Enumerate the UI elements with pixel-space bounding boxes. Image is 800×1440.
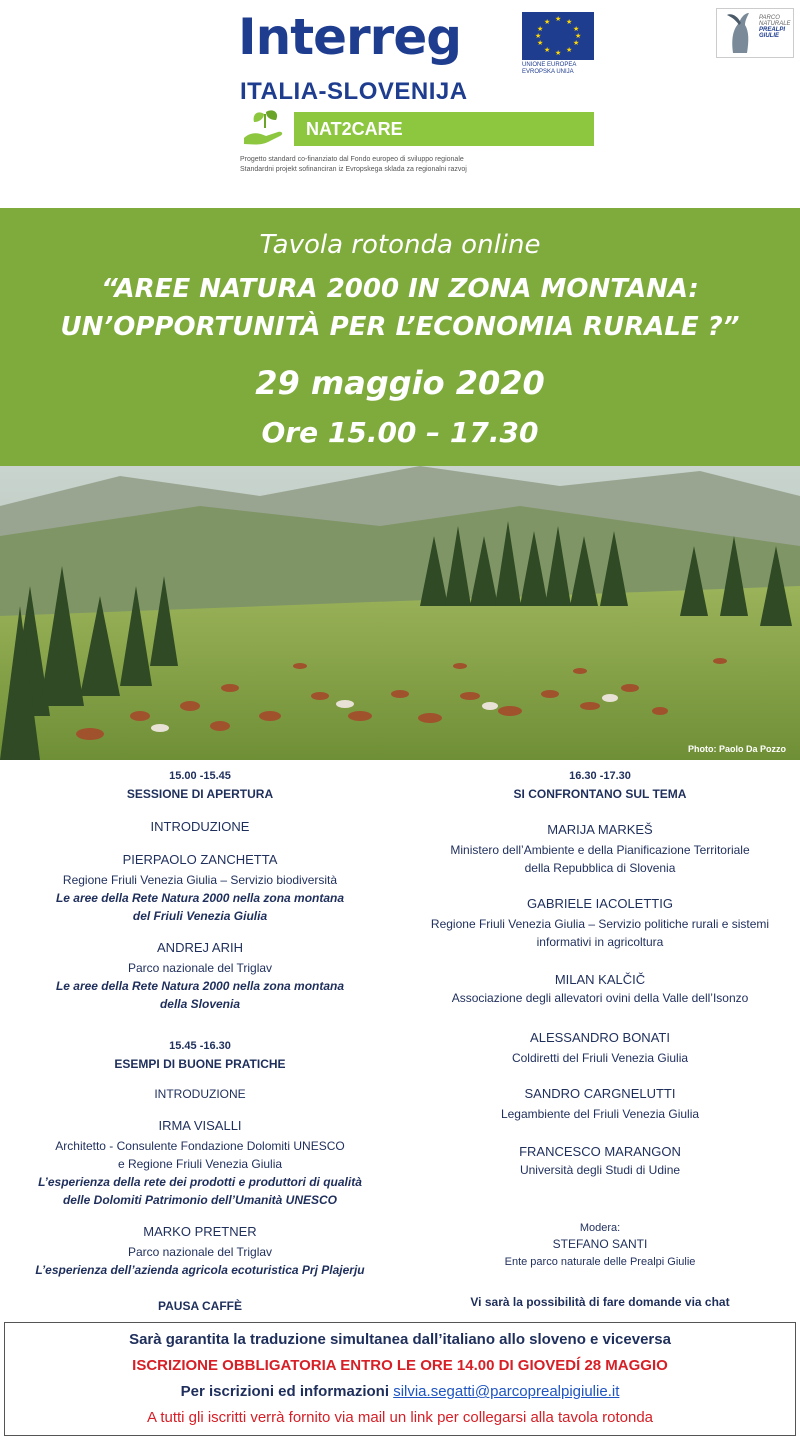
park-line-4: GIULIE [759, 33, 780, 39]
eu-caption-line-2: EVROPSKA UNIJA [522, 69, 574, 75]
session-2-time: 15.45 -16.30 [169, 1040, 231, 1052]
nat2care-label: NAT2CARE [294, 112, 594, 146]
moderator-name: STEFANO SANTI [552, 1237, 648, 1251]
panelist-5-org: Legambiente del Friuli Venezia Giulia [500, 1107, 700, 1121]
project-line-1: Progetto standard co-finanziato dal Fondo europeo di sviluppo regionale [240, 156, 464, 163]
speaker-3-org-line-1: Architetto - Consulente Fondazione Dolomiti UNESCO [55, 1139, 345, 1153]
eu-caption-line-1: UNIONE EUROPEA [522, 62, 577, 68]
ibex-icon [719, 9, 759, 57]
park-line-2: NATURALE [759, 21, 791, 27]
moderator-label: Modera: [579, 1222, 621, 1234]
speaker-3-talk-line-2: delle Dolomiti Patrimonio dell’Umanità UNESCO [62, 1193, 338, 1207]
panelist-2-org-line-2: informativi in agricoltura [536, 935, 664, 949]
session-3-time: 16.30 -17.30 [569, 770, 631, 782]
speaker-1-talk-line-1: Le aree della Rete Natura 2000 nella zona montana [55, 891, 345, 905]
speaker-2-talk-line-1: Le aree della Rete Natura 2000 nella zona montana [55, 979, 345, 993]
panelist-4-org: Coldiretti del Friuli Venezia Giulia [511, 1051, 689, 1065]
event-type: Tavola rotonda online [259, 230, 541, 260]
panelist-6-name: FRANCESCO MARANGON [519, 1144, 681, 1159]
landscape-image [0, 466, 800, 760]
panelist-4-name: ALESSANDRO BONATI [530, 1030, 670, 1045]
panelist-1-org-line-1: Ministero dell’Ambiente e della Pianificazione Territoriale [450, 843, 750, 857]
session-2-intro: INTRODUZIONE [154, 1087, 246, 1101]
event-title-line-1: “AREE NATURA 2000 IN ZONA MONTANA: [101, 274, 699, 304]
panelist-1-org-line-2: della Repubblica di Slovenia [524, 861, 676, 875]
session-1-time: 15.00 -15.45 [169, 770, 231, 782]
event-date: 29 maggio 2020 [255, 364, 545, 402]
hand-leaf-icon [240, 108, 290, 150]
speaker-1-talk-line-2: del Friuli Venezia Giulia [132, 909, 268, 923]
speaker-2-org: Parco nazionale del Triglav [127, 961, 273, 975]
speaker-3-talk-line-1: L’esperienza della rete dei prodotti e produttori di qualità [38, 1175, 362, 1189]
panelist-3-org: Associazione degli allevatori ovini della Valle dell’Isonzo [451, 991, 749, 1005]
chat-note: Vi sarà la possibilità di fare domande via chat [470, 1295, 730, 1309]
session-1-intro: INTRODUZIONE [150, 819, 250, 834]
speaker-3-org-line-2: e Regione Friuli Venezia Giulia [117, 1157, 283, 1171]
session-3-title: SI CONFRONTANO SUL TEMA [513, 787, 687, 801]
interreg-logo-text: Interreg [238, 8, 462, 66]
park-logo [716, 8, 794, 58]
speaker-2-name: ANDREJ ARIH [157, 940, 243, 955]
event-banner [0, 208, 800, 466]
panelist-6-org: Università degli Studi di Udine [519, 1163, 681, 1177]
photo-credit: Photo: Paolo Da Pozzo [688, 744, 786, 754]
translation-note: Sarà garantita la traduzione simultanea dall’italiano allo sloveno e viceversa [129, 1331, 671, 1348]
panelist-1-name: MARIJA MARKEŠ [547, 822, 653, 837]
speaker-1-name: PIERPAOLO ZANCHETTA [122, 852, 278, 867]
session-1-title: SESSIONE DI APERTURA [126, 787, 274, 801]
eu-caption [522, 62, 576, 76]
panelist-2-name: GABRIELE IACOLETTIG [527, 896, 673, 911]
event-time: Ore 15.00 – 17.30 [261, 416, 539, 449]
event-title-line-2: UN’OPPORTUNITÀ PER L’ECONOMIA RURALE ?” [60, 312, 740, 342]
panelist-3-name: MILAN KALČIČ [554, 972, 646, 987]
coffee-break: PAUSA CAFFÈ [158, 1299, 242, 1313]
speaker-3-name: IRMA VISALLI [158, 1118, 242, 1133]
registration-deadline: ISCRIZIONE OBBLIGATORIA ENTRO LE ORE 14.00 DI GIOVEDÍ 28 MAGGIO [132, 1357, 668, 1374]
speaker-4-name: MARKO PRETNER [143, 1224, 257, 1239]
project-line-2: Standardni projekt sofinanciran iz Evropskega sklada za regionalni razvoj [240, 166, 467, 173]
speaker-4-talk: L’esperienza dell’azienda agricola ecoturistica Prj Plajerju [35, 1263, 365, 1277]
contact-email-link[interactable]: silvia.segatti@parcoprealpigiulie.it [393, 1383, 620, 1400]
registration-contact [5, 1383, 795, 1400]
panelist-5-name: SANDRO CARGNELUTTI [524, 1086, 676, 1101]
speaker-1-org: Regione Friuli Venezia Giulia – Servizio biodiversità [62, 873, 338, 887]
park-line-3: PREALPI [759, 27, 786, 33]
italia-slovenija-text: ITALIA-SLOVENIJA [240, 78, 468, 105]
pasture-photo [0, 466, 800, 760]
speaker-2-talk-line-2: della Slovenia [159, 997, 241, 1011]
session-2-title: ESEMPI DI BUONE PRATICHE [114, 1057, 286, 1071]
link-note: A tutti gli iscritti verrà fornito via mail un link per collegarsi alla tavola rotonda [146, 1409, 654, 1426]
header-logos [0, 0, 800, 208]
registration-contact-label: Per iscrizioni ed informazioni [180, 1383, 394, 1400]
speaker-4-org: Parco nazionale del Triglav [127, 1245, 273, 1259]
eu-flag-icon: ★ ★ ★ ★ ★ ★ ★ ★ ★ ★ ★ ★ [522, 12, 594, 60]
park-line-1: PARCO [759, 15, 780, 21]
panelist-2-org-line-1: Regione Friuli Venezia Giulia – Servizio politiche rurali e sistemi [430, 917, 770, 931]
moderator-org: Ente parco naturale delle Prealpi Giulie [504, 1256, 696, 1268]
info-box [4, 1322, 796, 1436]
